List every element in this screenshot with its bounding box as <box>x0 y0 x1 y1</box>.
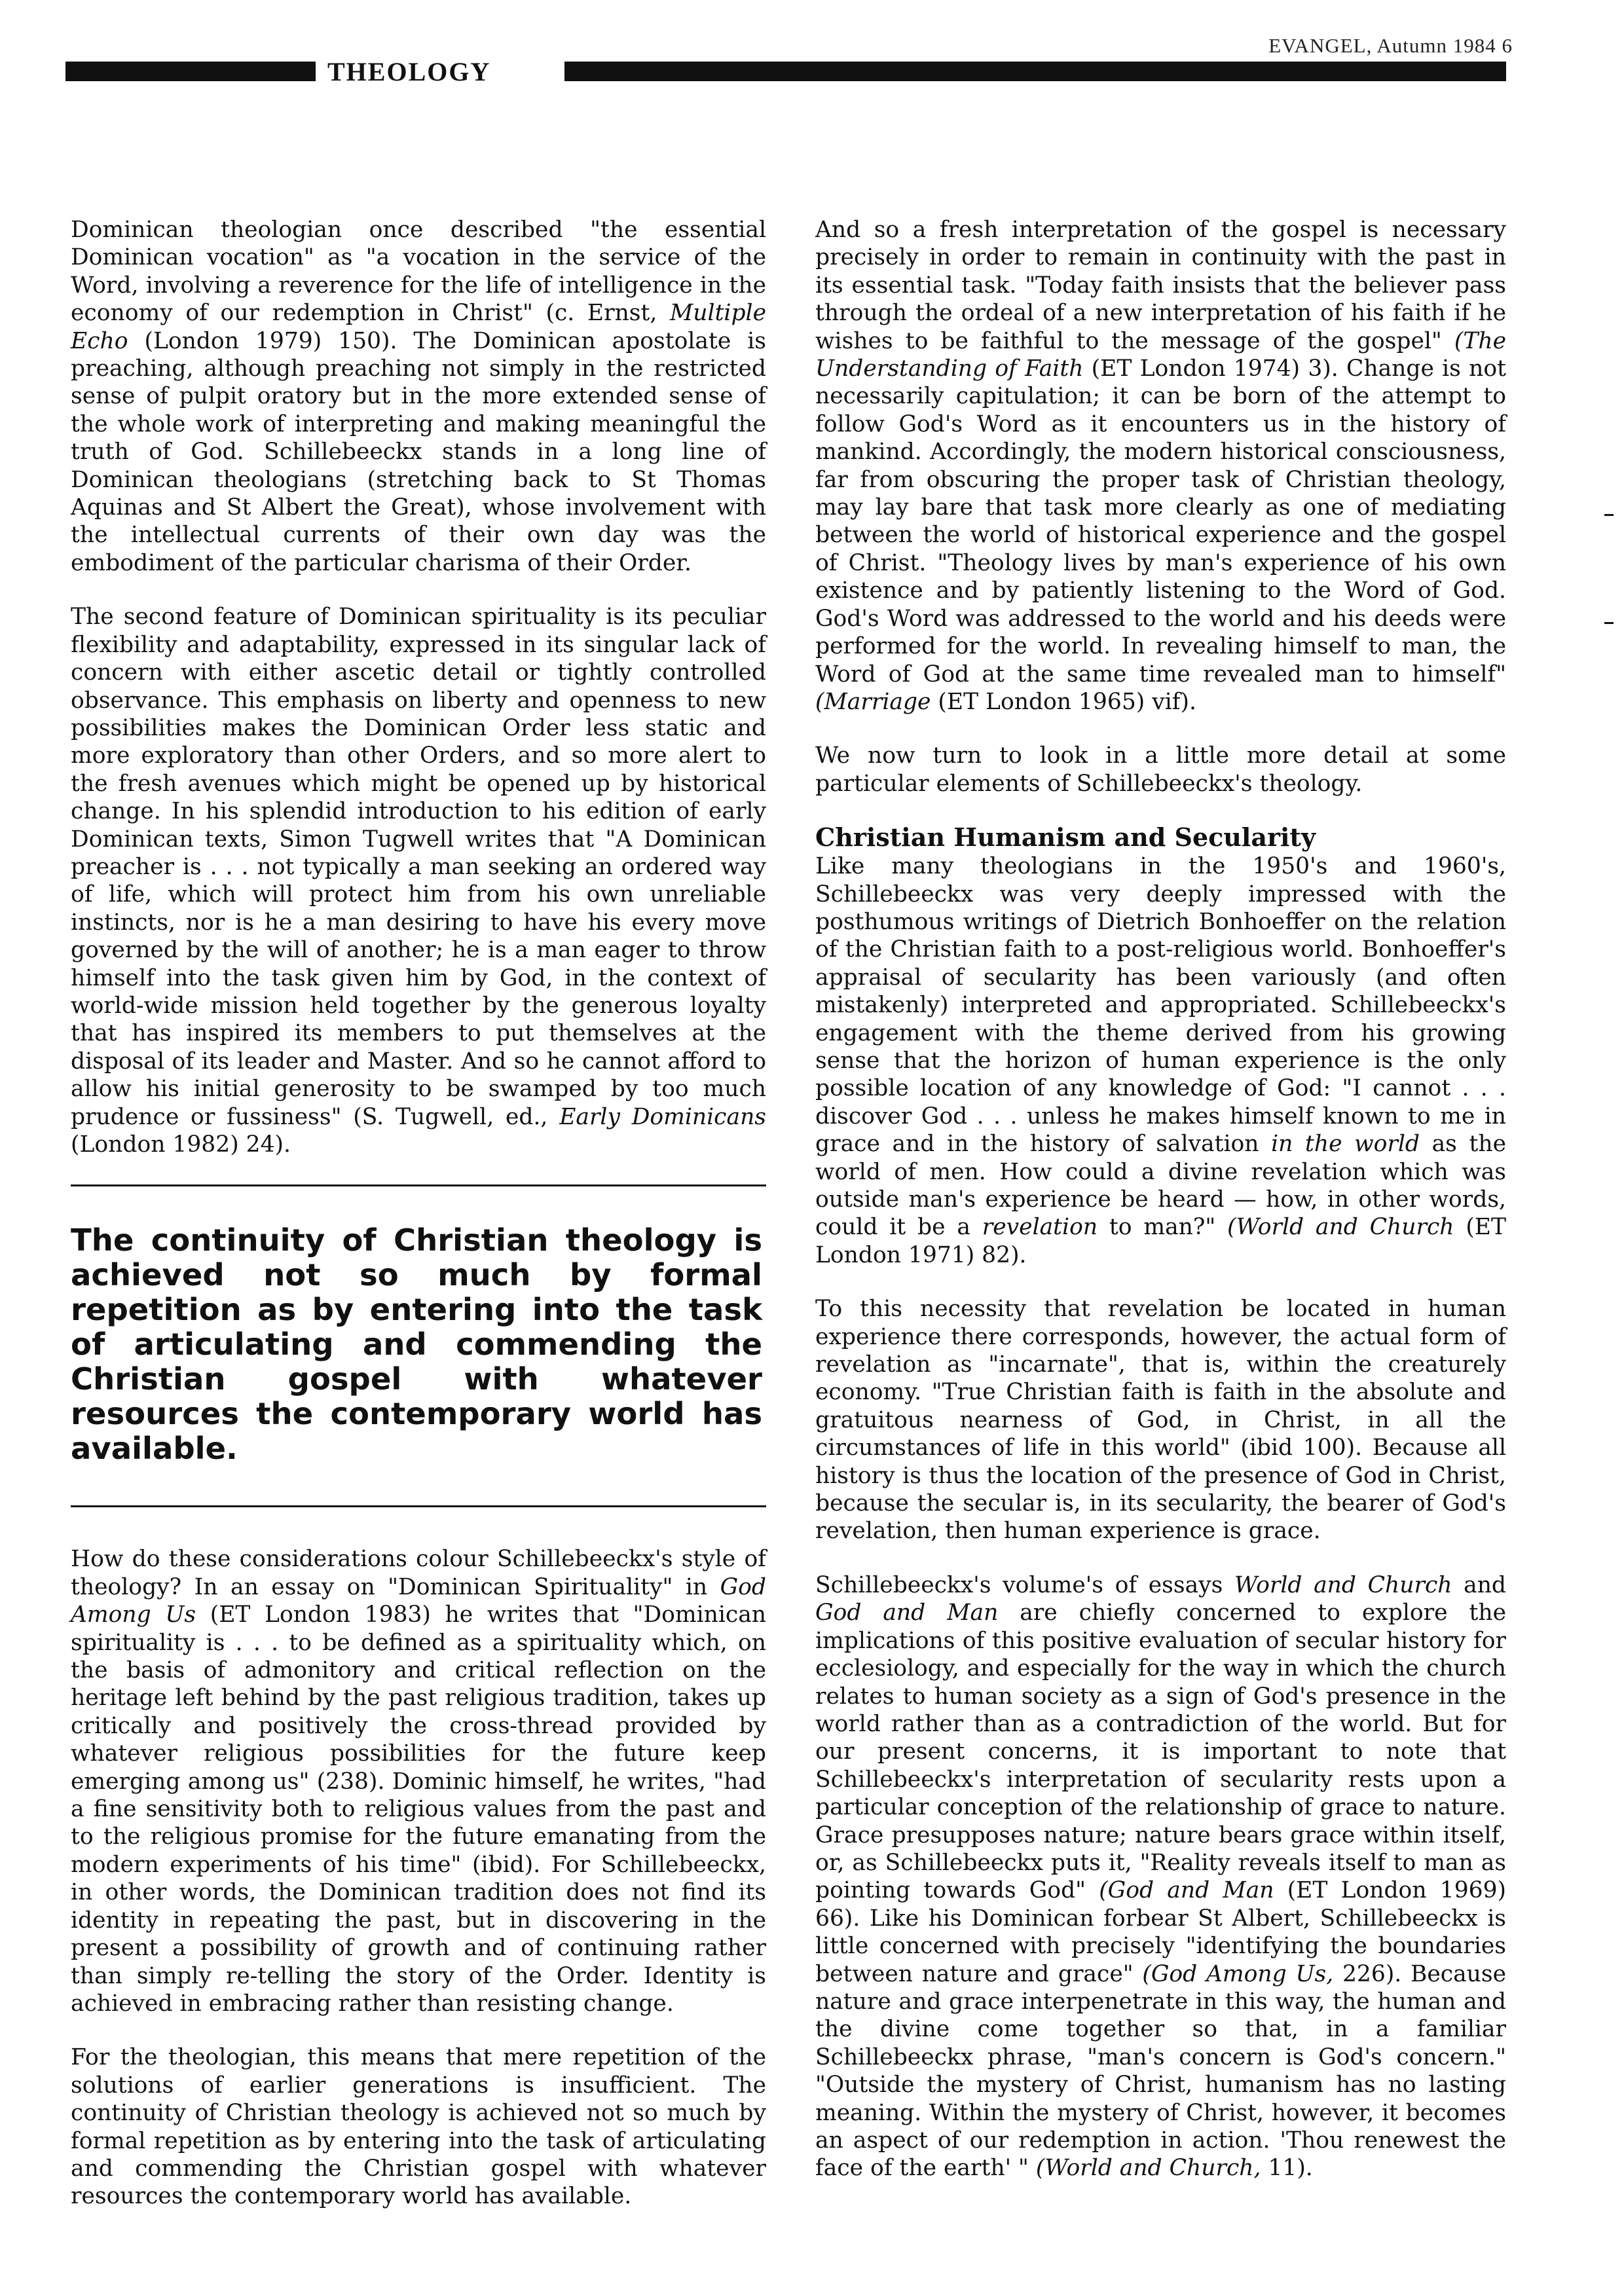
paragraph: To this necessity that revelation be located in human experience there corresponds, however, the actual form of revelation as "incarnate", that is, within the creaturely economy. "True Christian faith is faith in the absolute and gratuitous nearness of God, in Christ, in all the circumstances of life in this world" (ibid 100). Because all history is thus the location of the presence of God in Christ, because the secular is, in its secularity, the bearer of God's revelation, then human experience is grace. <box>815 1296 1506 1545</box>
section-label: THEOLOGY <box>327 57 491 86</box>
paragraph: Schillebeeckx's volume's of essays World and Church and God and Man are chiefly concerned to explore the implications of this positive evaluation of secular history for ecclesiology, and especially for the way in which the church relates to human society as a sign of God's presence in the world rather than as a contradiction of the world. But for our present concerns, it is important to note that Schillebeeckx's interpretation of secularity rests upon a particular conception of the relationship of grace to nature. Grace presupposes nature; nature bears grace within itself, or, as Schillebeeckx puts it, "Reality reveals itself to man as pointing towards God" (God and Man (ET London 1969) 66). Like his Dominican forbear St Albert, Schillebeeckx is little concerned with precisely "identifying the boundaries between nature and grace" (God Among Us, 226). Because nature and grace interpenetrate in this way, the human and the divine come together so that, in a familiar Schillebeeckx phrase, "man's concern is God's concern." "Outside the mystery of Christ, humanism has no lasting meaning. Within the mystery of Christ, however, it becomes an aspect of our redemption in action. 'Thou renewest the face of the earth' " (World and Church, 11). <box>815 1571 1507 2182</box>
section-bar-right-rule <box>564 62 1506 81</box>
section-heading: Christian Humanism and Secularity <box>815 822 1316 853</box>
paragraph: For the theologian, this means that mere repetition of the solutions of earlier generations is insufficient. The continuity of Christian theology is achieved not so much by formal repetition as by entering into the task of articulating and commending the Christian gospel with whatever resources the contemporary world has available. <box>71 2044 766 2210</box>
paragraph: How do these considerations colour Schillebeeckx's style of theology? In an essay on "Dominican Spirituality" in God Among Us (ET London 1983) he writes that "Dominican spirituality is . . . to be defined as a spirituality which, on the basis of admonitory and critical reflection on the heritage left behind by the past religious tradition, takes up critically and positively the cross-thread provided by whatever religious possibilities for the future keep emerging among us" (238). Dominic himself, he writes, "had a fine sensitivity both to religious values from the past and to the religious promise for the future emanating from the modern experiments of his time" (ibid). For Schillebeeckx, in other words, the Dominican tradition does not find its identity in repeating the past, but in discovering in the present a possibility of growth and of continuing rather than simply re-telling the story of the Order. Identity is achieved in embracing rather than resisting change. <box>71 1546 767 2017</box>
running-head: EVANGEL, Autumn 1984 6 <box>1268 34 1513 57</box>
margin-mark <box>1604 622 1614 624</box>
pull-quote: The continuity of Christian theology is achieved not so much by formal repetition as by entering into the task of articulating and commending the Christian gospel with whatever resources the contemporary world has available. <box>71 1222 762 1467</box>
paragraph: We now turn to look in a little more detail at some particular elements of Schillebeeckx's theology. <box>815 743 1506 797</box>
paragraph: The second feature of Dominican spirituality is its peculiar flexibility and adaptability, expressed in its singular lack of concern with either ascetic detail or tightly controlled observance. This emphasis on liberty and openness to new possibilities makes the Dominican Order less static and more exploratory than other Orders, and so more alert to the fresh avenues which might be opened up by historical change. In his splendid introduction to his edition of early Dominican texts, Simon Tugwell writes that "A Dominican preacher is . . . not typically a man seeking an ordered way of life, which will protect him from his own unreliable instincts, nor is he a man desiring to have his every move governed by the will of another; he is a man eager to throw himself into the task given him by God, in the context of world-wide mission held together by the generous loyalty that has inspired its members to put themselves at the disposal of its leader and Master. And so he cannot afford to allow his initial generosity to be swamped by too much prudence or fussiness" (S. Tugwell, ed., Early Dominicans (London 1982) 24). <box>71 604 766 1158</box>
section-bar-left-rule <box>65 62 316 81</box>
margin-mark <box>1604 514 1614 516</box>
left-column <box>71 216 766 2211</box>
paragraph: And so a fresh interpretation of the gospel is necessary precisely in order to remain in continuity with the past in its essential task. "Today faith insists that the believer pass through the ordeal of a new interpretation of his faith if he wishes to be faithful to the message of the gospel" (The Understanding of Faith (ET London 1974) 3). Change is not necessarily capitulation; it can be born of the attempt to follow God's Word as it encounters us in the history of mankind. Accordingly, the modern historical consciousness, far from obscuring the proper task of Christian theology, may lay bare that task more clearly as one of mediating between the world of historical experience and the gospel of Christ. "Theology lives by man's experience of his own existence and by patiently listening to the Word of God. God's Word was addressed to the world and his deeds were performed for the world. In revealing himself to man, the Word of God at the same time revealed man to himself" (Marriage (ET London 1965) vif). <box>815 217 1506 715</box>
pullquote-bottom-rule <box>71 1505 766 1507</box>
pullquote-top-rule <box>71 1184 766 1186</box>
paragraph: Like many theologians in the 1950's and 1960's, Schillebeeckx was very deeply impressed with the posthumous writings of Dietrich Bonhoeffer on the relation of the Christian faith to a post-religious world. Bonhoeffer's appraisal of secularity has been variously (and often mistakenly) interpreted and appropriated. Schillebeeckx's engagement with the theme derived from his growing sense that the horizon of human experience is the only possible location of any knowledge of God: "I cannot . . . discover God . . . unless he makes himself known to me in grace and in the history of salvation in the world as the world of men. How could a divine revelation which was outside man's experience be heard — how, in other words, could it be a revelation to man?" (World and Church (ET London 1971) 82). <box>815 853 1506 1268</box>
right-column <box>815 216 1506 2182</box>
section-bar <box>65 58 1506 84</box>
paragraph: Dominican theologian once described "the essential Dominican vocation" as "a vocation in the service of the Word, involving a reverence for the life of intelligence in the economy of our redemption in Christ" (c. Ernst, Multiple Echo (London 1979) 150). The Dominican apostolate is preaching, although preaching not simply in the restricted sense of pulpit oratory but in the more extended sense of the whole work of interpreting and making meaningful the truth of God. Schillebeeckx stands in a long line of Dominican theologians (stretching back to St Thomas Aquinas and St Albert the Great), whose involvement with the intellectual currents of their own day was the embodiment of the particular charisma of their Order. <box>71 217 766 576</box>
